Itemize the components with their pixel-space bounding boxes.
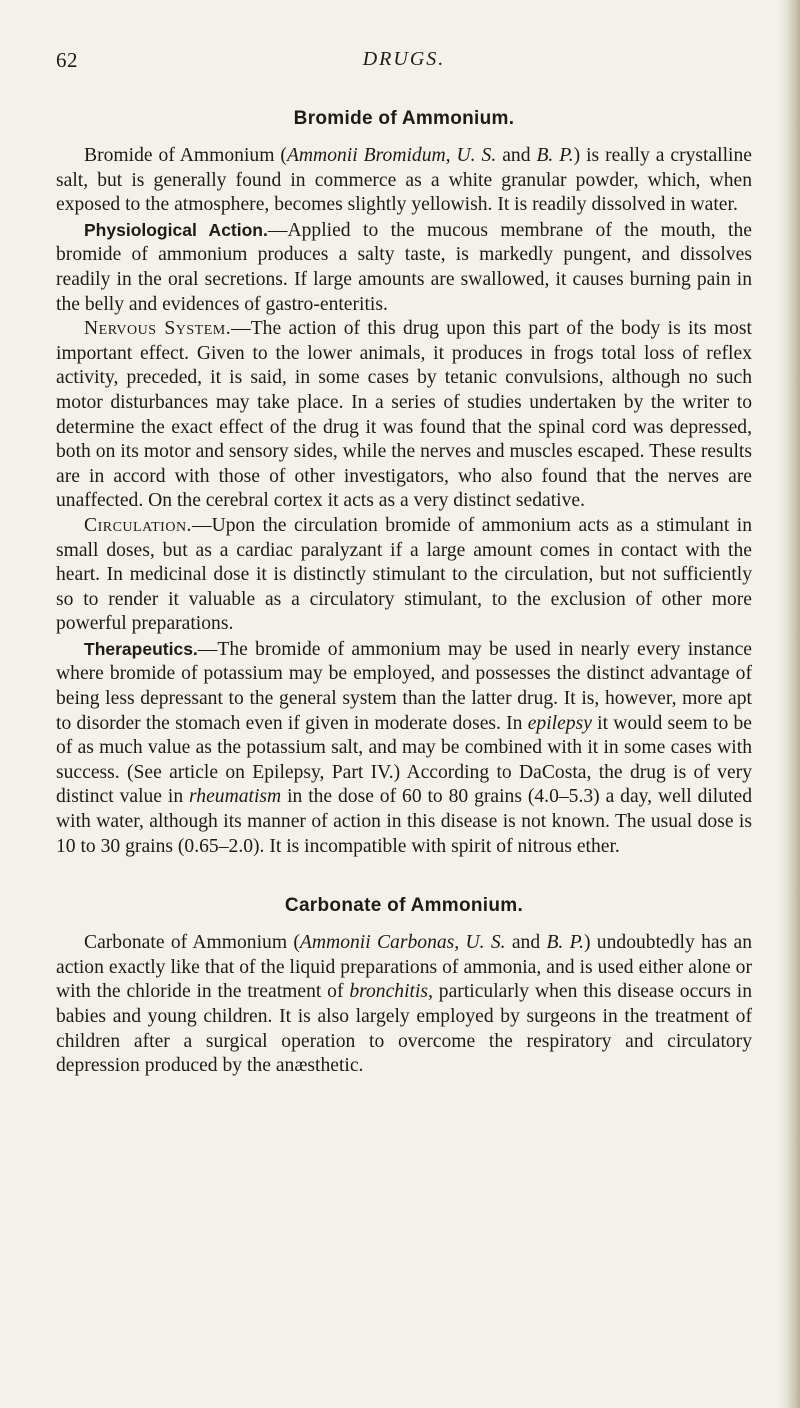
italic-term: epilepsy [527,712,592,734]
italic-term: bronchitis [349,981,429,1003]
latin-name: Ammonii Bromidum, U. S. [286,145,497,166]
section-title: Bromide of Ammonium. [293,108,515,129]
pharmacopoeia-abbrev: B. P. [546,932,584,954]
paragraph-carbonate: Carbonate of Ammonium (Ammonii Carbonas, U. S. and B. P.) undoubtedly has an action exactly like that of the liquid preparations of ammonia, and is used either alone or with the chloride in the treatment of bronchitis, particularly when this disease occurs in babies and young children. It is also largely employed by surgeons in the treatment of children after a surgical operation to overcome the respiratory and circulatory depression produced by the anæsthetic. [56,932,752,1077]
paragraph-intro: Bromide of Ammonium (Ammonii Bromidum, U. S. and B. P.) is really a crystalline salt, but is generally found in commerce as a white granular powder, which, when exposed to the atmosphere, becomes slightly yellowish. It is readily dissolved in water. [56,145,752,216]
section-title: Carbonate of Ammonium. [284,895,524,917]
section-carbonate-of-ammonium [56,895,752,1079]
run-in-heading: Therapeutics. [84,638,198,659]
italic-term: rheumatism [189,786,282,808]
page-content [56,108,752,1079]
latin-name: Ammonii Carbonas, U. S. [299,932,506,954]
running-head: DRUGS. [362,48,446,70]
paragraph-therapeutics: Therapeutics.—The bromide of ammonium may be used in nearly every instance where bromide of potassium may be employed, and possesses the distinct advantage of being less depressant to the general system than the latter drug. It is, however, more apt to disorder the stomach even if given in moderate doses. In epilepsy it would seem to be of as much value as the potassium salt, and may be combined with it in some cases with success. (See article on Epilepsy, Part IV.) According to DaCosta, the drug is of very distinct value in rheumatism in the dose of 60 to 80 grains (4.0–5.3) a day, well diluted with water, although its manner of action in this disease is not known. The usual dose is 10 to 30 grains (0.65–2.0). It is incompatible with spirit of nitrous ether. [56,638,752,857]
paragraph-nervous-system: Nervous System.—The action of this drug upon this part of the body is its most important effect. Given to the lower animals, it produces in frogs total loss of reflex activity, preceded, it is said, in some cases by tetanic convulsions, although no such motor disturbances may take place. In a series of studies undertaken by the writer to determine the exact effect of the drug it was found that the spinal cord was depressed, both on its motor and sensory sides, while the nerves and muscles escaped. These results are in accord with those of other investigators, who also found that the nerves are unaffected. On the cerebral cortex it acts as a very distinct sedative. [56,318,752,512]
run-in-heading: Circulation. [84,514,192,536]
run-in-heading: Physiological Action. [84,219,268,240]
page-number: 62 [56,48,78,72]
pharmacopoeia-abbrev: B. P. [536,145,574,166]
page-header [56,48,752,78]
page-edge-shadow [778,0,800,1408]
paragraph-circulation: Circulation.—Upon the circulation bromide of ammonium acts as a stimulant in small doses, but as a cardiac paralyzant if a large amount comes in contact with the heart. In medicinal dose it is distinctly stimulant to the circulation, but not sufficiently so to render it valuable as a circulatory stimulant, to the exclusion of other more powerful preparations. [56,514,752,635]
run-in-heading: Nervous System. [84,318,232,340]
section-bromide-of-ammonium [56,108,752,859]
paragraph-physiological-action: Physiological Action.—Applied to the mucous membrane of the mouth, the bromide of ammonium produces a salty taste, is markedly pungent, and dissolves readily in the oral secretions. If large amounts are swallowed, it causes burning pain in the belly and evidences of gastro-enteritis. [56,219,752,315]
